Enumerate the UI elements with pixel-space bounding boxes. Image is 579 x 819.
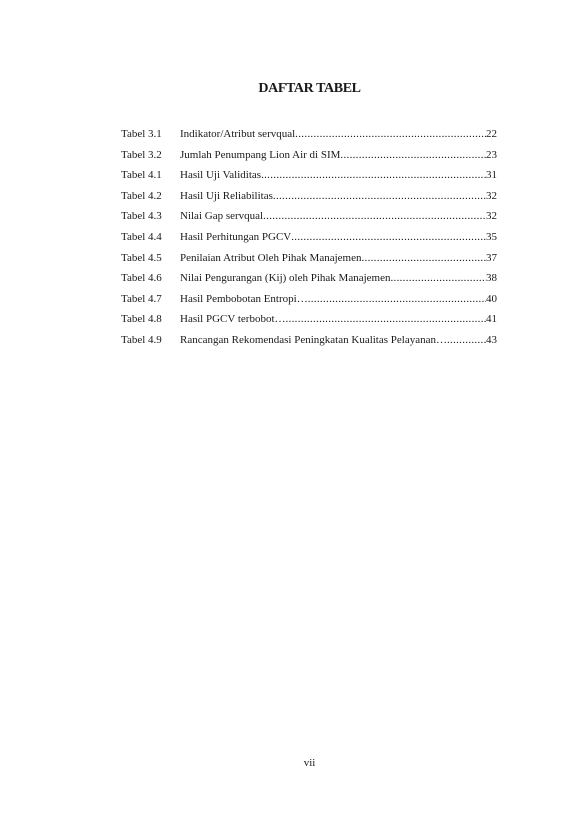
table-page-number: 23 [486,148,497,161]
table-title: Indikator/Atribut servqual [180,128,296,140]
table-label: Tabel 4.5 [121,251,162,264]
table-label: Tabel 4.8 [121,313,162,326]
dot-leader [263,209,486,223]
table-page-number: 35 [486,230,497,243]
table-page-number: 40 [486,292,497,305]
table-label: Tabel 4.7 [121,292,162,305]
table-label: Tabel 3.1 [121,128,162,140]
table-label: Tabel 4.1 [121,169,162,182]
table-title: Nilai Gap servqual [180,210,264,223]
table-list [121,127,497,354]
table-title: Hasil Uji Validitas [180,169,262,182]
list-item [121,209,497,230]
list-item [121,312,497,333]
table-page-number: 41 [486,313,497,326]
dot-leader [308,292,486,306]
table-page-number: 37 [486,251,497,264]
table-page-number: 22 [486,128,497,140]
list-item [121,251,497,272]
list-item [121,333,497,354]
dot-leader [286,312,486,326]
dot-leader [390,271,486,285]
table-title: Penilaian Atribut Oleh Pihak Manajemen [180,251,362,264]
table-label: Tabel 4.6 [121,272,162,285]
list-item [121,189,497,210]
dot-leader [291,230,486,244]
table-title: Hasil Uji Reliabilitas [180,189,273,202]
page-title: DAFTAR TABEL [258,81,361,96]
table-title: Jumlah Penumpang Lion Air di SIM [180,148,341,161]
dot-leader [261,168,486,182]
list-item [121,168,497,189]
table-label: Tabel 4.2 [121,189,162,202]
table-label: Tabel 3.2 [121,148,162,161]
table-page-number: 31 [486,169,497,182]
table-title: Rancangan Rekomendasi Peningkatan Kualitas Pelayanan… [180,333,447,346]
table-page-number: 32 [486,210,497,223]
list-item [121,148,497,169]
dot-leader [295,127,486,141]
table-label: Tabel 4.4 [121,230,162,243]
list-item [121,271,497,292]
table-title: Hasil PGCV terbobot… [180,313,286,326]
list-item [121,127,497,148]
list-item [121,292,497,313]
table-label: Tabel 4.3 [121,210,162,223]
table-title: Hasil Perhitungan PGCV [180,230,292,243]
dot-leader [447,333,486,347]
dot-leader [340,148,486,162]
table-title: Hasil Pembobotan Entropi… [180,292,308,305]
list-item [121,230,497,251]
table-title: Nilai Pengurangan (Kij) oleh Pihak Manajemen [180,272,391,285]
dot-leader [361,251,486,265]
dot-leader [273,189,486,203]
table-page-number: 38 [486,272,497,285]
table-page-number: 43 [486,333,497,346]
table-page-number: 32 [486,189,497,202]
table-label: Tabel 4.9 [121,333,162,346]
page-number: vii [303,757,316,769]
